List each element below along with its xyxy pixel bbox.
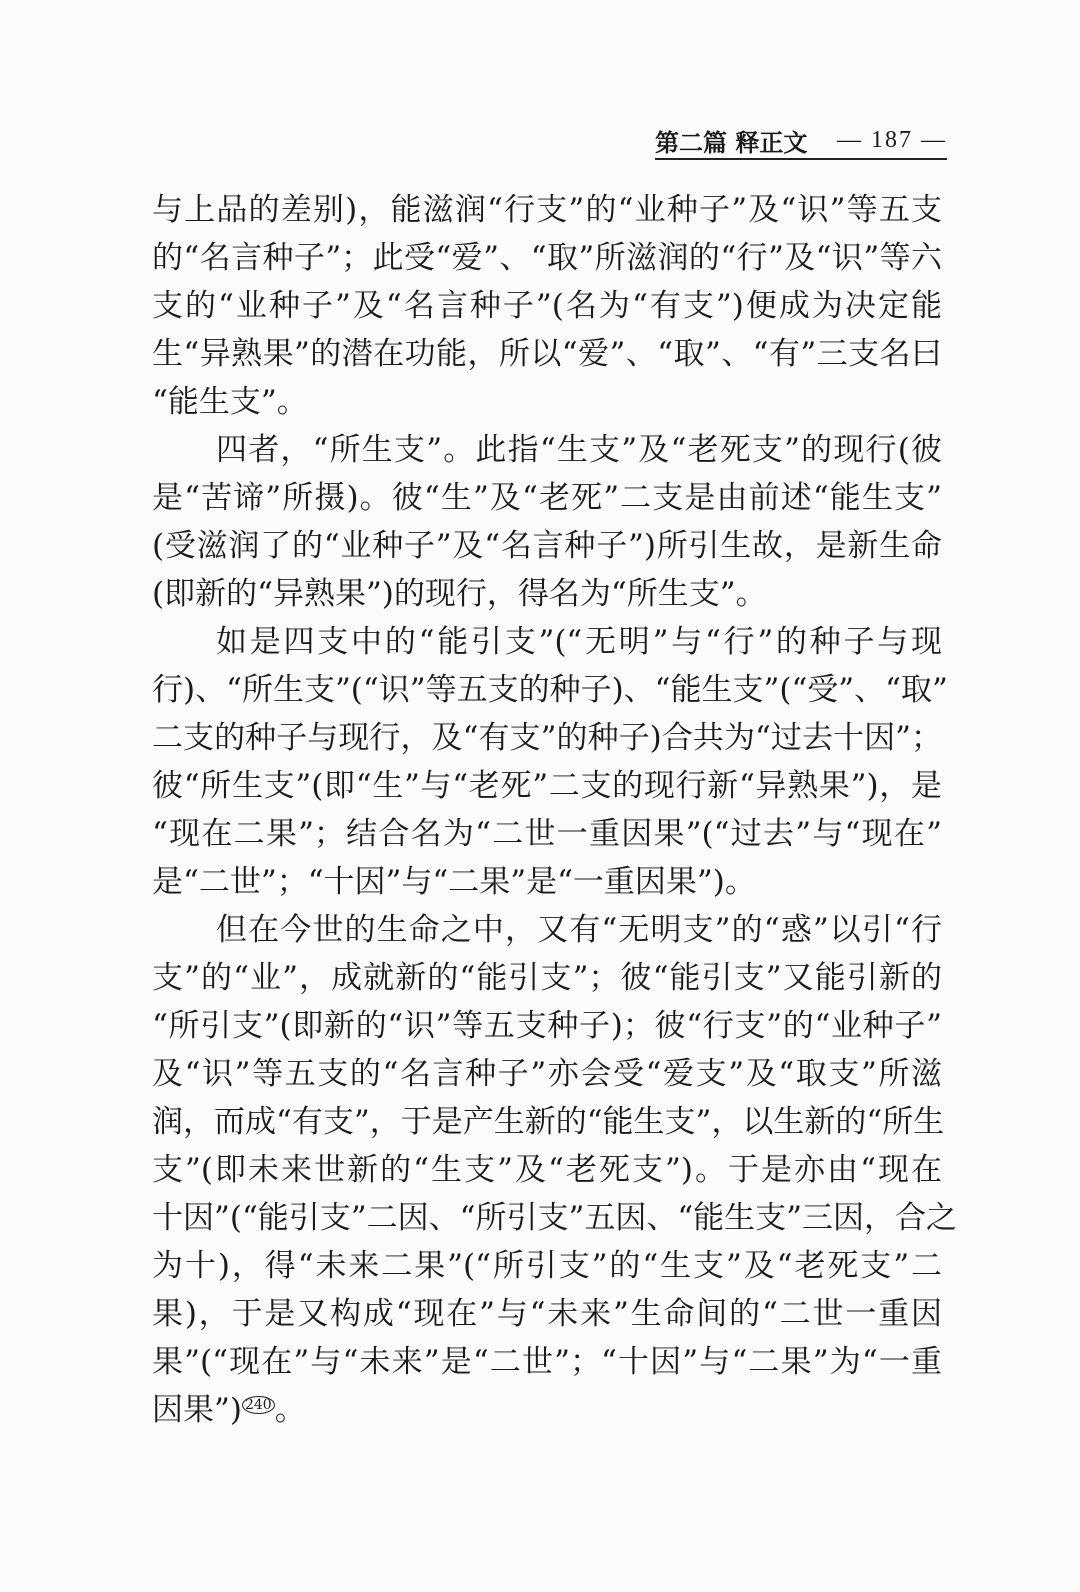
text-line: 果)，于是又构成“现在”与“未来”生命间的“二世一重因	[152, 1296, 942, 1332]
text-line: 二支的种子与现行，及“有支”的种子)合共为“过去十因”；	[152, 720, 942, 756]
text-line: 果”(“现在”与“未来”是“二世”；“十因”与“二果”为“一重	[152, 1344, 942, 1380]
text-line: 及“识”等五支的“名言种子”亦会受“爱支”及“取支”所滋	[152, 1056, 942, 1092]
text-line: 十因”(“能引支”二因、“所引支”五因、“能生支”三因，合之	[152, 1200, 958, 1236]
text-line: 与上品的差别)，能滋润“行支”的“业种子”及“识”等五支	[152, 192, 942, 228]
section-title: 第二篇 释正文	[655, 127, 808, 157]
text-line: “所引支”(即新的“识”等五支种子)；彼“行支”的“业种子”	[152, 1008, 942, 1044]
text-line: 四者，“所生支”。此指“生支”及“老死支”的现行(彼	[216, 432, 942, 468]
text-line: 生“异熟果”的潜在功能，所以“爱”、“取”、“有”三支名曰	[152, 336, 942, 372]
running-header	[655, 122, 947, 160]
text-line: 是“苦谛”所摄)。彼“生”及“老死”二支是由前述“能生支”	[152, 480, 942, 516]
body-text	[152, 186, 958, 1434]
text-line: 润，而成“有支”，于是产生新的“能生支”，以生新的“所生	[152, 1104, 945, 1140]
page-number: — 187 —	[837, 126, 947, 153]
footnote-marker[interactable]: 240	[242, 1396, 275, 1414]
text-line: 支”的“业”，成就新的“能引支”；彼“能引支”又能引新的	[152, 960, 942, 996]
final-text: 因果”)	[152, 1392, 242, 1428]
text-line: 为十)，得“未来二果”(“所引支”的“生支”及“老死支”二	[152, 1248, 942, 1284]
text-line: 如是四支中的“能引支”(“无明”与“行”的种子与现	[216, 624, 942, 660]
text-line: 行)、“所生支”(“识”等五支的种子)、“能生支”(“受”、“取”	[152, 672, 948, 708]
text-line: 但在今世的生命之中，又有“无明支”的“惑”以引“行	[216, 912, 942, 948]
text-line: 是“二世”；“十因”与“二果”是“一重因果”)。	[152, 864, 756, 900]
text-line: “能生支”。	[152, 384, 308, 420]
text-line: “现在二果”；结合名为“二世一重因果”(“过去”与“现在”	[152, 816, 942, 852]
text-line-final	[152, 1386, 942, 1434]
text-line: (受滋润了的“业种子”及“名言种子”)所引生故，是新生命	[152, 528, 942, 564]
text-line: 支的“业种子”及“名言种子”(名为“有支”)便成为决定能	[152, 288, 942, 324]
text-line: 的“名言种子”；此受“爱”、“取”所滋润的“行”及“识”等六	[152, 240, 942, 276]
final-punct: 。	[274, 1392, 306, 1428]
text-line: 支”(即未来世新的“生支”及“老死支”)。于是亦由“现在	[152, 1152, 942, 1188]
text-line: (即新的“异熟果”)的现行，得名为“所生支”。	[152, 576, 767, 612]
text-line: 彼“所生支”(即“生”与“老死”二支的现行新“异熟果”)，是	[152, 768, 942, 804]
